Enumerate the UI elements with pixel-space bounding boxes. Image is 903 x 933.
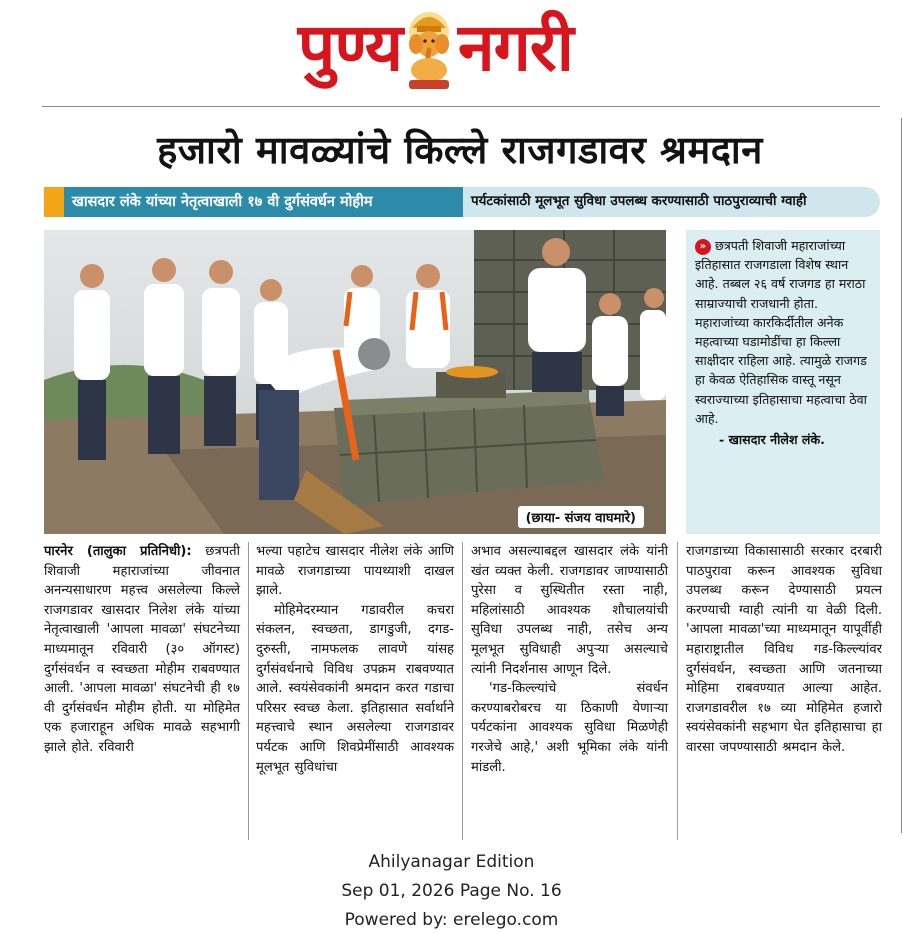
article-headline: हजारो मावळ्यांचे किल्ले राजगडावर श्रमदान (157, 128, 763, 172)
powered-by-label: Powered by: erelego.com (344, 910, 559, 930)
column-4-text: राजगडाच्या विकासासाठी सरकार दरबारी पाठपुरावा करून आवश्यक सुविधा उपलब्ध करून देण्यासाठी प्रयत्न करण्याची ग्वाही त्यांनी या वेळी दिली. 'आपला मावळा'च्या माध्यमातून यापूर्वीही महाराष्ट्रातील विविध गड-किल्ल्यांवर दुर्गसंवर्धन, स्वच्छता आणि जतनाच्या मोहिमा राबवण्यात आल्या आहेत. राजगडावरील १७ व्या मोहिमेत हजारो स्वयंसेवकांनी सहभाग घेत इतिहासाचा हा वारसा जपण्यासाठी श्रमदान केले. (686, 544, 882, 755)
masthead-title-right: नगरी (458, 9, 573, 86)
article-column-2 (256, 542, 454, 777)
column-3-paragraph-1: अभाव असल्याबद्दल खासदार लंके यांनी खंत व्यक्त केली. राजगडावर जाण्यासाठी पुरेसा व सुस्थितीत रस्ता नाही, महिलांसाठी आवश्यक शौचालयांची सुविधा उपलब्ध नाही, तसेच अन्य मूलभूत सुविधाही अपुऱ्या असल्याचे त्यांनी निदर्शनास आणून दिले. (471, 544, 668, 677)
column-1-text: छत्रपती शिवाजी महाराजांच्या जीवनात अनन्यसाधारण महत्त्व असलेल्या किल्ले राजगडावर खासदार निलेश लंके यांच्या नेतृत्वाखाली 'आपला मावळा' संघटनेच्या माध्यमातून रविवारी (३० ऑगस्ट) दुर्गसंवर्धन व स्वच्छता मोहीम राबवण्यात आली. 'आपला मावळा' संघटनेची ही १७ वी दुर्गसंवर्धन मोहीम होती. या मोहिमेत एक हजाराहून अधिक मावळे सहभागी झाले होते. रविवारी (44, 544, 240, 755)
article-column-1 (44, 542, 240, 758)
column-divider (677, 542, 678, 840)
subheading-secondary: पर्यटकांसाठी मूलभूत सुविधा उपलब्ध करण्यासाठी पाठपुराव्याची ग्वाही (463, 187, 880, 217)
subheading-primary: खासदार लंके यांच्या नेतृत्वाखाली १७ वी दुर्गसंवर्धन मोहीम (64, 187, 463, 217)
column-divider (248, 542, 249, 840)
column-divider (462, 542, 463, 840)
page-right-rule (901, 118, 902, 833)
masthead-divider (42, 106, 880, 107)
column-2-paragraph-2: मोहिमेदरम्यान गडावरील कचरा संकलन, स्वच्छता, डागडुजी, दगड-दुरुस्ती, नामफलक लावणे यांसह दुर्गसंवर्धनाचे विविध उपक्रम राबवण्यात आले. स्वयंसेवकांनी श्रमदान करत गडाचा परिसर स्वच्छ केला. इतिहासात सर्वार्थाने महत्त्वाचे स्थान असलेल्या राजगडावर पर्यटक आणि शिवप्रेमींसाठी आवश्यक मूलभूत सुविधांचा (256, 602, 454, 775)
edition-label: Ahilyanagar Edition (368, 852, 535, 872)
quote-signature: - खासदार नीलेश लंके. (719, 432, 825, 448)
article-column-4 (686, 542, 882, 758)
quote-text: छत्रपती शिवाजी महाराजांच्या इतिहासात राजगडाला विशेष स्थान आहे. तब्बल २६ वर्ष राजगड हा मराठा साम्राज्याची राजधानी होता. महाराजांच्या कारकिर्दीतील अनेक महत्वाच्या घडामोडींचा हा किल्ला साक्षीदार राहिला आहे. त्यामुळे राजगड हा केवळ ऐतिहासिक वास्तू नसून स्वराज्याच्या इतिहासाचा महत्वाचा ठेवा आहे. (695, 238, 867, 426)
article-column-3 (471, 542, 668, 777)
ganesha-logo-icon (400, 6, 458, 92)
dateline: पारनेर (तालुका प्रतिनिधी): (44, 544, 192, 559)
column-2-paragraph-1: भल्या पहाटेच खासदार नीलेश लंके आणि मावळे राजगडाच्या पायथ्याशी दाखल झाले. (256, 544, 454, 599)
news-photo (44, 230, 666, 534)
band-accent-block (44, 187, 64, 217)
column-3-paragraph-2: 'गड-किल्ल्यांचे संवर्धन करण्याबरोबरच या ठिकाणी येणाऱ्या पर्यटकांना आवश्यक सुविधा मिळणेही गरजेचे आहे,' अशी भूमिका लंके यांनी मांडली. (471, 681, 668, 775)
masthead-title-left: पुण्य (297, 9, 402, 86)
quote-box (686, 230, 880, 534)
photo-credit: (छाया- संजय वाघमारे) (518, 506, 644, 528)
date-page-label: Sep 01, 2026 Page No. 16 (341, 881, 562, 901)
double-chevron-icon: » (695, 239, 711, 255)
subheading-band (44, 187, 880, 217)
masthead (0, 0, 903, 106)
